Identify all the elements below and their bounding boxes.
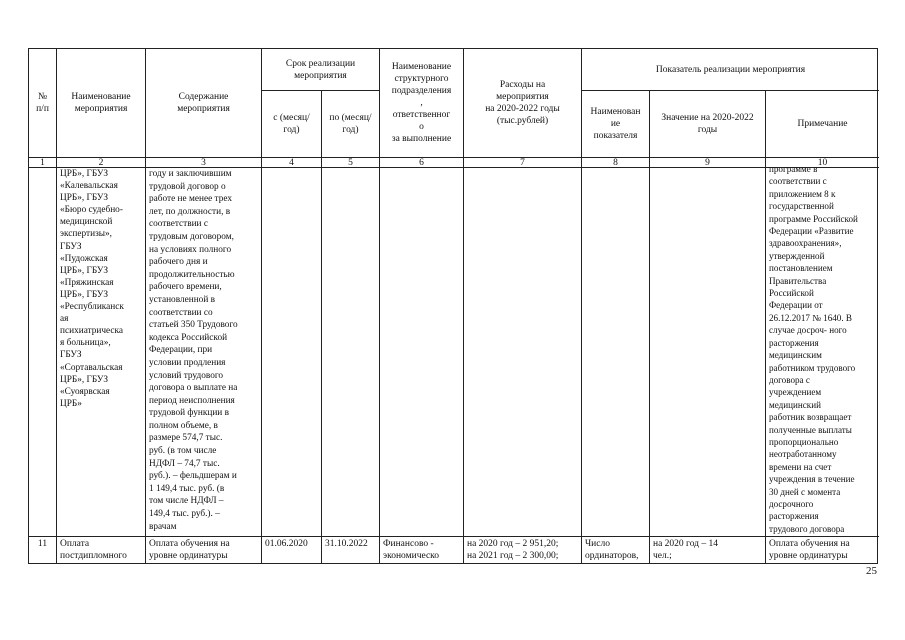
colnum-2: 2 xyxy=(57,158,146,168)
row11-col-9: на 2020 год – 14 чел.; xyxy=(650,536,766,563)
row11-col-2: Оплата постдипломного xyxy=(57,536,146,563)
continued-col-9 xyxy=(650,168,766,536)
header-col-number: № п/п xyxy=(29,49,57,158)
row11-col-6: Финансово - экономическо xyxy=(380,536,464,563)
continued-col-3: году и заключившим трудовой договор о работе не менее трех лет, по должности, в соответствии с трудовым договором, на условиях полного рабочего дня и продолжительностью рабочего времени, установленной в соответствии со статьей 350 Трудового кодекса Российской Федерации, при условии продления условий трудового договора о выплате на период неисполнения трудовой функции в полном объеме, в размере 574,7 тыс. руб. (в том числе НДФЛ – 74,7 тыс. руб.). – фельдшерам и 1 149,4 тыс. руб. (в том числе НДФЛ – 149,4 тыс. руб.). – врачам xyxy=(146,168,262,536)
header-col-to: по (месяц/ год) xyxy=(322,91,380,158)
page-number: 25 xyxy=(866,565,877,577)
colnum-7: 7 xyxy=(464,158,582,168)
row11-col-1: 11 xyxy=(29,536,57,563)
header-col-department: Наименование структурного подразделения , ответственног о за выполнение xyxy=(380,49,464,158)
continued-col-7 xyxy=(464,168,582,536)
row11-col-7: на 2020 год – 2 951,20; на 2021 год – 2 300,00; xyxy=(464,536,582,563)
continued-col-8 xyxy=(582,168,650,536)
header-col-indicator-name: Наименован ие показателя xyxy=(582,91,650,158)
colnum-5: 5 xyxy=(322,158,380,168)
continued-col-2: ЦРБ», ГБУЗ «Калевальская ЦРБ», ГБУЗ «Бюро судебно- медицинской экспертизы», ГБУЗ «Пудожская ЦРБ», ГБУЗ «Пряжинская ЦРБ», ГБУЗ «Республиканск ая психиатрическа я больница», ГБУЗ «Сортавальская ЦРБ», ГБУЗ «Суоярвская ЦРБ» xyxy=(57,168,146,536)
header-col-from: с (месяц/ год) xyxy=(262,91,322,158)
continued-col-1 xyxy=(29,168,57,536)
colnum-6: 6 xyxy=(380,158,464,168)
row11-col-10: Оплата обучения на уровне ординатуры xyxy=(766,536,879,563)
colnum-3: 3 xyxy=(146,158,262,168)
header-col-indicator-group: Показатель реализации мероприятия xyxy=(582,49,879,91)
colnum-10: 10 xyxy=(766,158,879,168)
row11-col-4: 01.06.2020 xyxy=(262,536,322,563)
row11-col-3: Оплата обучения на уровне ординатуры xyxy=(146,536,262,563)
header-col-content: Содержание мероприятия xyxy=(146,49,262,158)
header-col-expenses: Расходы на мероприятия на 2020-2022 годы (тыс.рублей) xyxy=(464,49,582,158)
continued-col-6 xyxy=(380,168,464,536)
header-col-indicator-value: Значение на 2020-2022 годы xyxy=(650,91,766,158)
continued-col-5 xyxy=(322,168,380,536)
program-table xyxy=(28,48,878,564)
header-col-name: Наименование мероприятия xyxy=(57,49,146,158)
continued-col-4 xyxy=(262,168,322,536)
row11-col-5: 31.10.2022 xyxy=(322,536,380,563)
colnum-1: 1 xyxy=(29,158,57,168)
header-col-note: Примечание xyxy=(766,91,879,158)
colnum-4: 4 xyxy=(262,158,322,168)
continued-col-10: программе в соответствии с приложением 8 к государственной программе Российской Федерации «Развитие здравоохранения», утвержденной постановлением Правительства Российской Федерации от 26.12.2017 № 1640. В случае досроч- ного расторжения медицинским работником трудового договора с учреждением медицинский работник возвращает полученные выплаты пропорционально неотработанному времени на счет учреждения в течение 30 дней с момента досрочного расторжения трудового договора xyxy=(769,164,858,534)
header-col-term-group: Срок реализации мероприятия xyxy=(262,49,380,91)
colnum-9: 9 xyxy=(650,158,766,168)
colnum-8: 8 xyxy=(582,158,650,168)
row11-col-8: Число ординаторов, xyxy=(582,536,650,563)
